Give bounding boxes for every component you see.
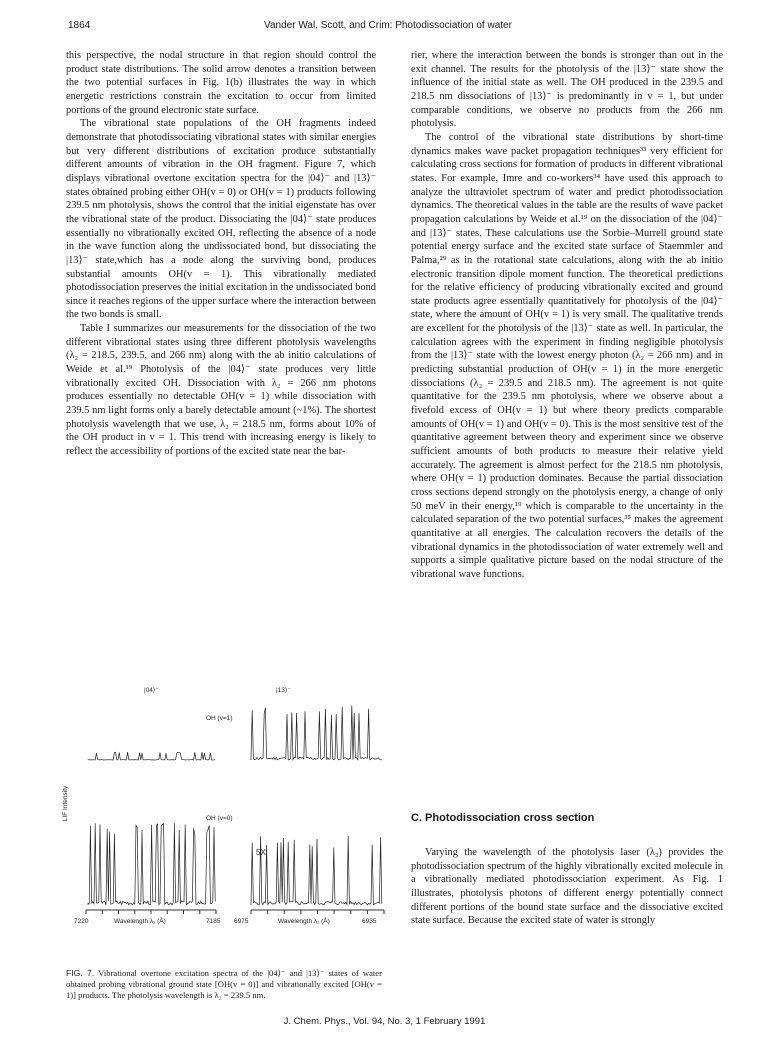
oh-v1-label: OH (v=1)	[206, 715, 233, 722]
figure-caption-text: Vibrational overtone excitation spectra of the |04⟩⁻ and |13⟩⁻ states of water obtained probing vibrational ground state [OH(v = 0)] and vibrationally excited [OH(v = 1)] products. The photolysis wavelength is λ₂ = 239.5 nm.	[66, 968, 382, 1000]
state-04-label: |04⟩⁻	[144, 687, 159, 694]
right-axis-start: 6975	[234, 918, 249, 925]
paragraph: Varying the wavelength of the photolysis laser (λ₂) provides the photodissociation spectrum of the highly vibrationally excited molecule in a vibrationally mediated photodissociation experiment. As Fig. 1 illustrates, photolysis photons of different energy potentially connect different portions of the bound state surface and the dissociative excited state surface. Because the excited state of water is strongly	[411, 847, 723, 927]
section-heading: C. Photodissociation cross section	[411, 812, 595, 824]
running-title: Vander Wal, Scott, and Crim: Photodissociation of water	[264, 20, 512, 31]
trace-04-v1	[88, 752, 215, 760]
paragraph: The control of the vibrational state distributions by short-time dynamics makes wave packet propagation techniques³³ very efficient for calculating cross sections for formation of products in different vibrational states. For example, Imre and co-workers³⁴ have used this approach to analyze the ultraviolet spectrum of water and predict photodissociation dynamics. The theoretical values in the table are the results of wave packet propagation calculations by Weide et al.¹⁹ on the dissociation of the |04⟩⁻ and |13⟩⁻ states. These calculations use the Sorbie–Murrell ground state potential energy surface and the excited state surface of Staemmler and Palma,²⁹ as in the rotational state calculations, along with the ab initio electronic transition dipole moment function. The theoretical predictions for the relative efficiency of producing vibrationally excited and ground state products agree essentially quantitatively for photolysis of the |04⟩⁻ state, where the amount of OH(v = 1) is very small. The qualitative trends are excellent for the photolysis of the |13⟩⁻ state as well. In particular, the calculation agrees with the experiment in finding negligible photolysis from the |13⟩⁻ state with the lowest energy photon (λ₂ = 266 nm) and in predicting substantial production of OH(v = 1) in the more energetic dissociations (λ₂ = 239.5 and 218.5 nm). The agreement is not quite quantitative for the 239.5 nm photolysis, where we observe about a fivefold excess of OH(v = 1) but where theory predicts comparable amounts of OH(v = 1) and OH(v = 0). This is the most sensitive test of the quantitative agreement between theory and experiment since we observe sufficient amounts of both products to measure their relative yield accurately. The agreement is almost perfect for the 218.5 nm photolysis, where OH(v = 1) production dominates. Because the partial dissociation cross sections depend strongly on the photolysis energy, a change of only 50 meV in their energy,¹⁹ which is comparable to the uncertainty in the calculated separation of the two potential surfaces,³⁵ makes the agreement quantitative at all energies. The calculation recovers the details of the vibrational dynamics in the photodissociation of water extremely well and supports a simple qualitative picture based on the nodal structure of the vibrational wave functions.	[411, 131, 723, 580]
oh-v0-label: OH (v=0)	[206, 815, 233, 822]
paragraph: The vibrational state populations of the OH fragments indeed demonstrate that photodissociating vibrational states with similar energies but very different distributions of excitation produce substantially different amounts of vibration in the OH fragment. Figure 7, which displays vibrational overtone excitation spectra for the |04⟩⁻ and |13⟩⁻ states obtained probing either OH(v = 0) or OH(v = 1) products following 239.5 nm photolysis, shows the control that the initial eigenstate has over the vibrational state of the product. Dissociating the |04⟩⁻ state produces essentially no vibrationally excited OH, reflecting the absence of a node in the wave function along the undissociated bond, but dissociating the |13⟩⁻ state,which has a node along the surviving bond, produces substantial amounts OH(v = 1). This vibrationally mediated photodissociation preserves the initial excitation in the undissociated bond since it reaches regions of the upper surface where the interaction between the two bonds is small.	[66, 118, 376, 321]
figure-caption-label: FIG. 7.	[66, 968, 95, 978]
trace-13-v0	[251, 836, 382, 905]
right-axis-label: Wavelength λ₁ (Å)	[278, 918, 330, 925]
page-header	[68, 20, 708, 36]
paragraph: Table I summarizes our measurements for the dissociation of the two different vibrational states using three different photolysis wavelengths (λ₂ = 218.5, 239.5, and 266 nm) along with the ab initio calculations of Weide et al.¹⁹ Photolysis of the |04⟩⁻ state produces very little vibrationally excited OH. Dissociation with λ₂ = 266 nm photons produces essentially no detectable OH(v = 1) while dissociation with 239.5 nm light forms only a barely detectable amount (~1%). The shortest photolysis wavelength that we use, λ₂ = 218.5 nm, forms about 10% of the OH product in v = 1. This trend with increasing energy is likely to reflect the accessibility of portions of the excited state near the bar-	[66, 323, 376, 458]
paragraph: rier, where the interaction between the bonds is stronger than out in the exit channel. The results for the photolysis of the |13⟩⁻ state show the influence of the initial state as well. The OH produced in the 239.5 and 218.5 nm dissociations of |13⟩⁻ is predominantly in v = 1, but under comparable conditions, we observe no products from the 266 nm photolysis.	[411, 50, 723, 130]
spectrum-traces	[86, 705, 384, 914]
page-number: 1864	[68, 20, 91, 31]
paragraph: this perspective, the nodal structure in that region should control the product state distributions. The solid arrow denotes a transition between the two potential surfaces in Fig. 1(b) illustrates the way in which energetic restrictions constrain the excitation to occur from limited portions of the ground electronic state surface.	[66, 50, 376, 116]
page-footer: J. Chem. Phys., Vol. 94, No. 3, 1 February 1991	[283, 1016, 486, 1027]
left-axis-label: Wavelength λ₁ (Å)	[114, 918, 166, 925]
figure-caption	[66, 968, 382, 1001]
right-column-continued	[411, 846, 723, 928]
trace-04-v0	[88, 823, 215, 905]
right-axis-end: 6935	[362, 918, 377, 925]
y-axis-label: LIF Intensity	[62, 785, 70, 822]
left-column	[66, 49, 376, 459]
state-13-label: |13⟩⁻	[276, 687, 291, 694]
trace-13-v1	[251, 705, 382, 760]
right-column	[411, 49, 723, 582]
figure-7	[62, 680, 386, 955]
left-axis-start: 7220	[74, 918, 89, 925]
left-axis-end: 7185	[206, 918, 221, 925]
scale-factor-label: 5X	[256, 848, 266, 857]
